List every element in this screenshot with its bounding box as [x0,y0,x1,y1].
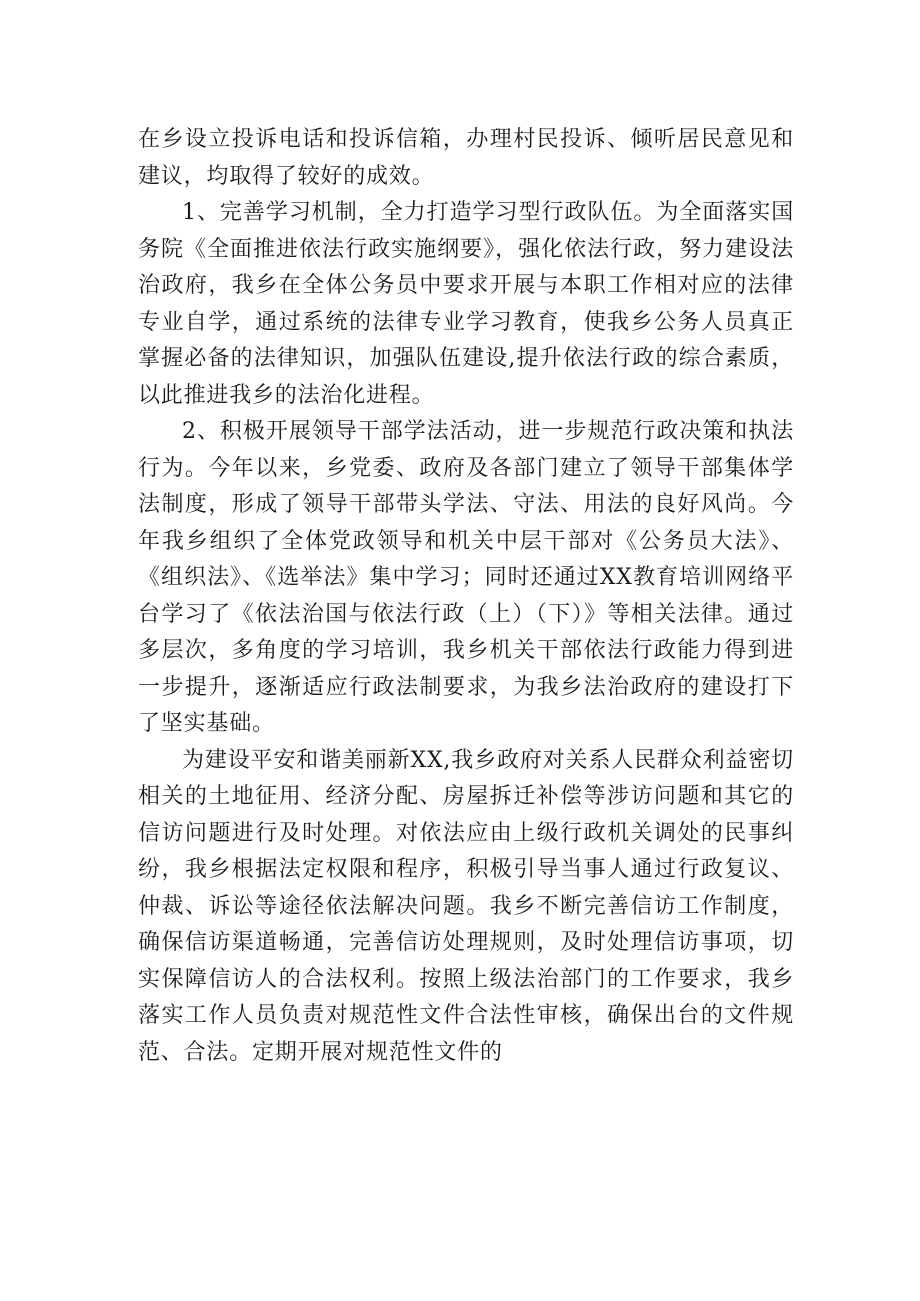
paragraph-2: 1、完善学习机制，全力打造学习型行政队伍。为全面落实国务院《全面推进依法行政实施纲要》，强化依法行政，努力建设法治政府，我乡在全体公务员中要求开展与本职工作相对应的法律专业自学，通过系统的法律专业学习教育，使我乡公务人员真正掌握必备的法律知识，加强队伍建设,提升依法行政的综合素质，以此推进我乡的法治化进程。 [138,200,794,408]
paragraph-3: 2、积极开展领导干部学法活动，进一步规范行政决策和执法行为。今年以来，乡党委、政府及各部门建立了领导干部集体学法制度，形成了领导干部带头学法、守法、用法的良好风尚。今年我乡组织了全体党政领导和机关中层干部对《公务员大法》、《组织法》、《选举法》集中学习；同时还通过XX教育培训网络平台学习了《依法治国与依法行政（上）（下）》等相关法律。通过多层次，多角度的学习培训，我乡机关干部依法行政能力得到进一步提升，逐渐适应行政法制要求，为我乡法治政府的建设打下了坚实基础。 [138,419,794,736]
paragraph-1: 在乡设立投诉电话和投诉信箱，办理村民投诉、倾听居民意见和建议，均取得了较好的成效。 [138,127,794,189]
document-body [138,122,794,1071]
paragraph-4: 为建设平安和谐美丽新XX,我乡政府对关系人民群众利益密切相关的土地征用、经济分配、房屋拆迁补偿等涉访问题和其它的信访问题进行及时处理。对依法应由上级行政机关调处的民事纠纷，我乡根据法定权限和程序，积极引导当事人通过行政复议、仲裁、诉讼等途径依法解决问题。我乡不断完善信访工作制度，确保信访渠道畅通，完善信访处理规则，及时处理信访事项，切实保障信访人的合法权利。按照上级法治部门的工作要求，我乡落实工作人员负责对规范性文件合法性审核，确保出台的文件规范、合法。定期开展对规范性文件的 [138,747,794,1065]
